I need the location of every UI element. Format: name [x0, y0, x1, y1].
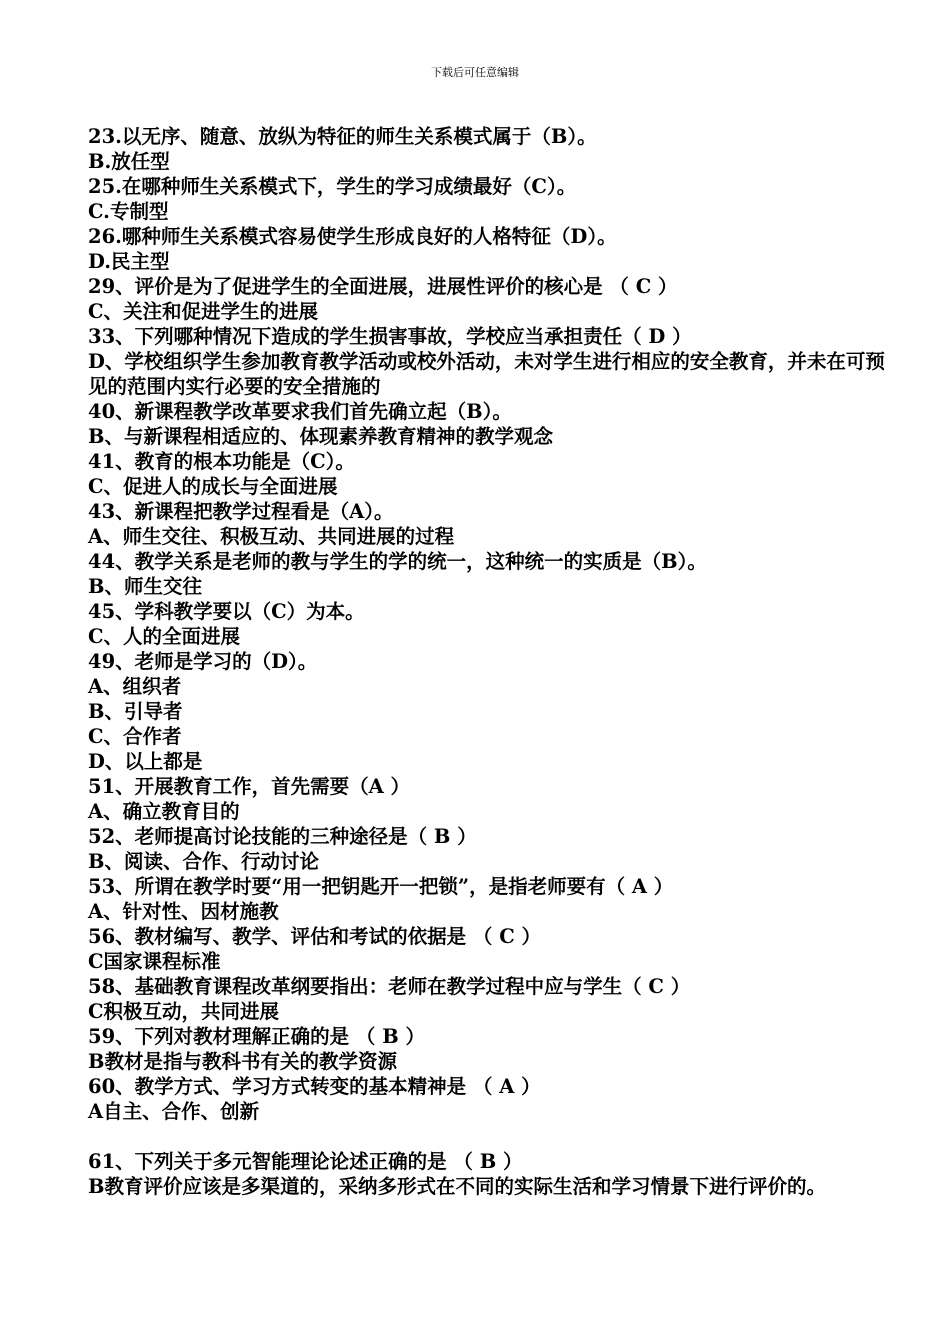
question-26: 26.哪种师生关系模式容易使学生形成良好的人格特征（D）。 [88, 225, 617, 248]
answer-60: A自主、合作、创新 [88, 1100, 260, 1123]
answer-53: A、针对性、因材施教 [88, 900, 279, 923]
answer-45: C、人的全面进展 [88, 625, 241, 648]
answer-59: B教材是指与教科书有关的教学资源 [88, 1050, 397, 1073]
question-25: 25.在哪种师生关系模式下，学生的学习成绩最好（C）。 [88, 175, 577, 198]
question-44: 44、教学关系是老师的教与学生的学的统一，这种统一的实质是（B）。 [88, 550, 707, 573]
document-body [88, 124, 888, 1199]
answer-52: B、阅读、合作、行动讨论 [88, 850, 319, 873]
answer-40: B、与新课程相适应的、体现素养教育精神的教学观念 [88, 425, 553, 448]
question-40: 40、新课程教学改革要求我们首先确立起（B）。 [88, 400, 512, 423]
question-45: 45、学科教学要以（C）为本。 [88, 600, 365, 623]
question-52: 52、老师提高讨论技能的三种途径是（ B ） [88, 825, 477, 848]
answer-25: C.专制型 [88, 200, 169, 223]
question-58: 58、基础教育课程改革纲要指出：老师在教学过程中应与学生（ C ） [88, 975, 691, 998]
answer-33: D、学校组织学生参加教育教学活动或校外活动，未对学生进行相应的安全教育，并未在可预见的范围内实行必要的安全措施的 [88, 350, 885, 398]
question-61: 61、下列关于多元智能理论论述正确的是 （ B ） [88, 1150, 523, 1173]
answer-43: A、师生交往、积极互动、共同进展的过程 [88, 525, 455, 548]
question-59: 59、下列对教材理解正确的是 （ B ） [88, 1025, 425, 1048]
question-43: 43、新课程把教学过程看是（A）。 [88, 500, 394, 523]
answer-23: B.放任型 [88, 150, 170, 173]
question-49: 49、老师是学习的（D）。 [88, 650, 318, 673]
question-56: 56、教材编写、教学、评估和考试的依据是 （ C ） [88, 925, 542, 948]
answer-56: C国家课程标准 [88, 950, 221, 973]
page-header: 下载后可任意编辑 [431, 66, 519, 79]
question-29: 29、评价是为了促进学生的全面进展，进展性评价的核心是 （ C ） [88, 275, 678, 298]
answer-49-a: A、组织者 [88, 675, 182, 698]
question-23: 23.以无序、随意、放纵为特征的师生关系模式属于（B）。 [88, 125, 597, 148]
answer-49-d: D、以上都是 [88, 750, 203, 773]
answer-49-c: C、合作者 [88, 725, 182, 748]
answer-51: A、确立教育目的 [88, 800, 240, 823]
answer-49-b: B、引导者 [88, 700, 183, 723]
question-41: 41、教育的根本功能是（C）。 [88, 450, 355, 473]
question-53: 53、所谓在教学时要“用一把钥匙开一把锁”，是指老师要有（ A ） [88, 875, 674, 898]
question-51: 51、开展教育工作，首先需要（A ） [88, 775, 411, 798]
answer-26: D.民主型 [88, 250, 170, 273]
blank-line [88, 1124, 888, 1149]
answer-29: C、关注和促进学生的进展 [88, 300, 319, 323]
question-60: 60、教学方式、学习方式转变的基本精神是 （ A ） [88, 1075, 541, 1098]
answer-41: C、促进人的成长与全面进展 [88, 475, 338, 498]
answer-61: B教育评价应该是多渠道的，采纳多形式在不同的实际生活和学习情景下进行评价的。 [88, 1175, 826, 1198]
answer-58: C积极互动，共同进展 [88, 1000, 280, 1023]
question-33: 33、下列哪种情况下造成的学生损害事故，学校应当承担责任（ D ） [88, 325, 692, 348]
answer-44: B、师生交往 [88, 575, 202, 598]
